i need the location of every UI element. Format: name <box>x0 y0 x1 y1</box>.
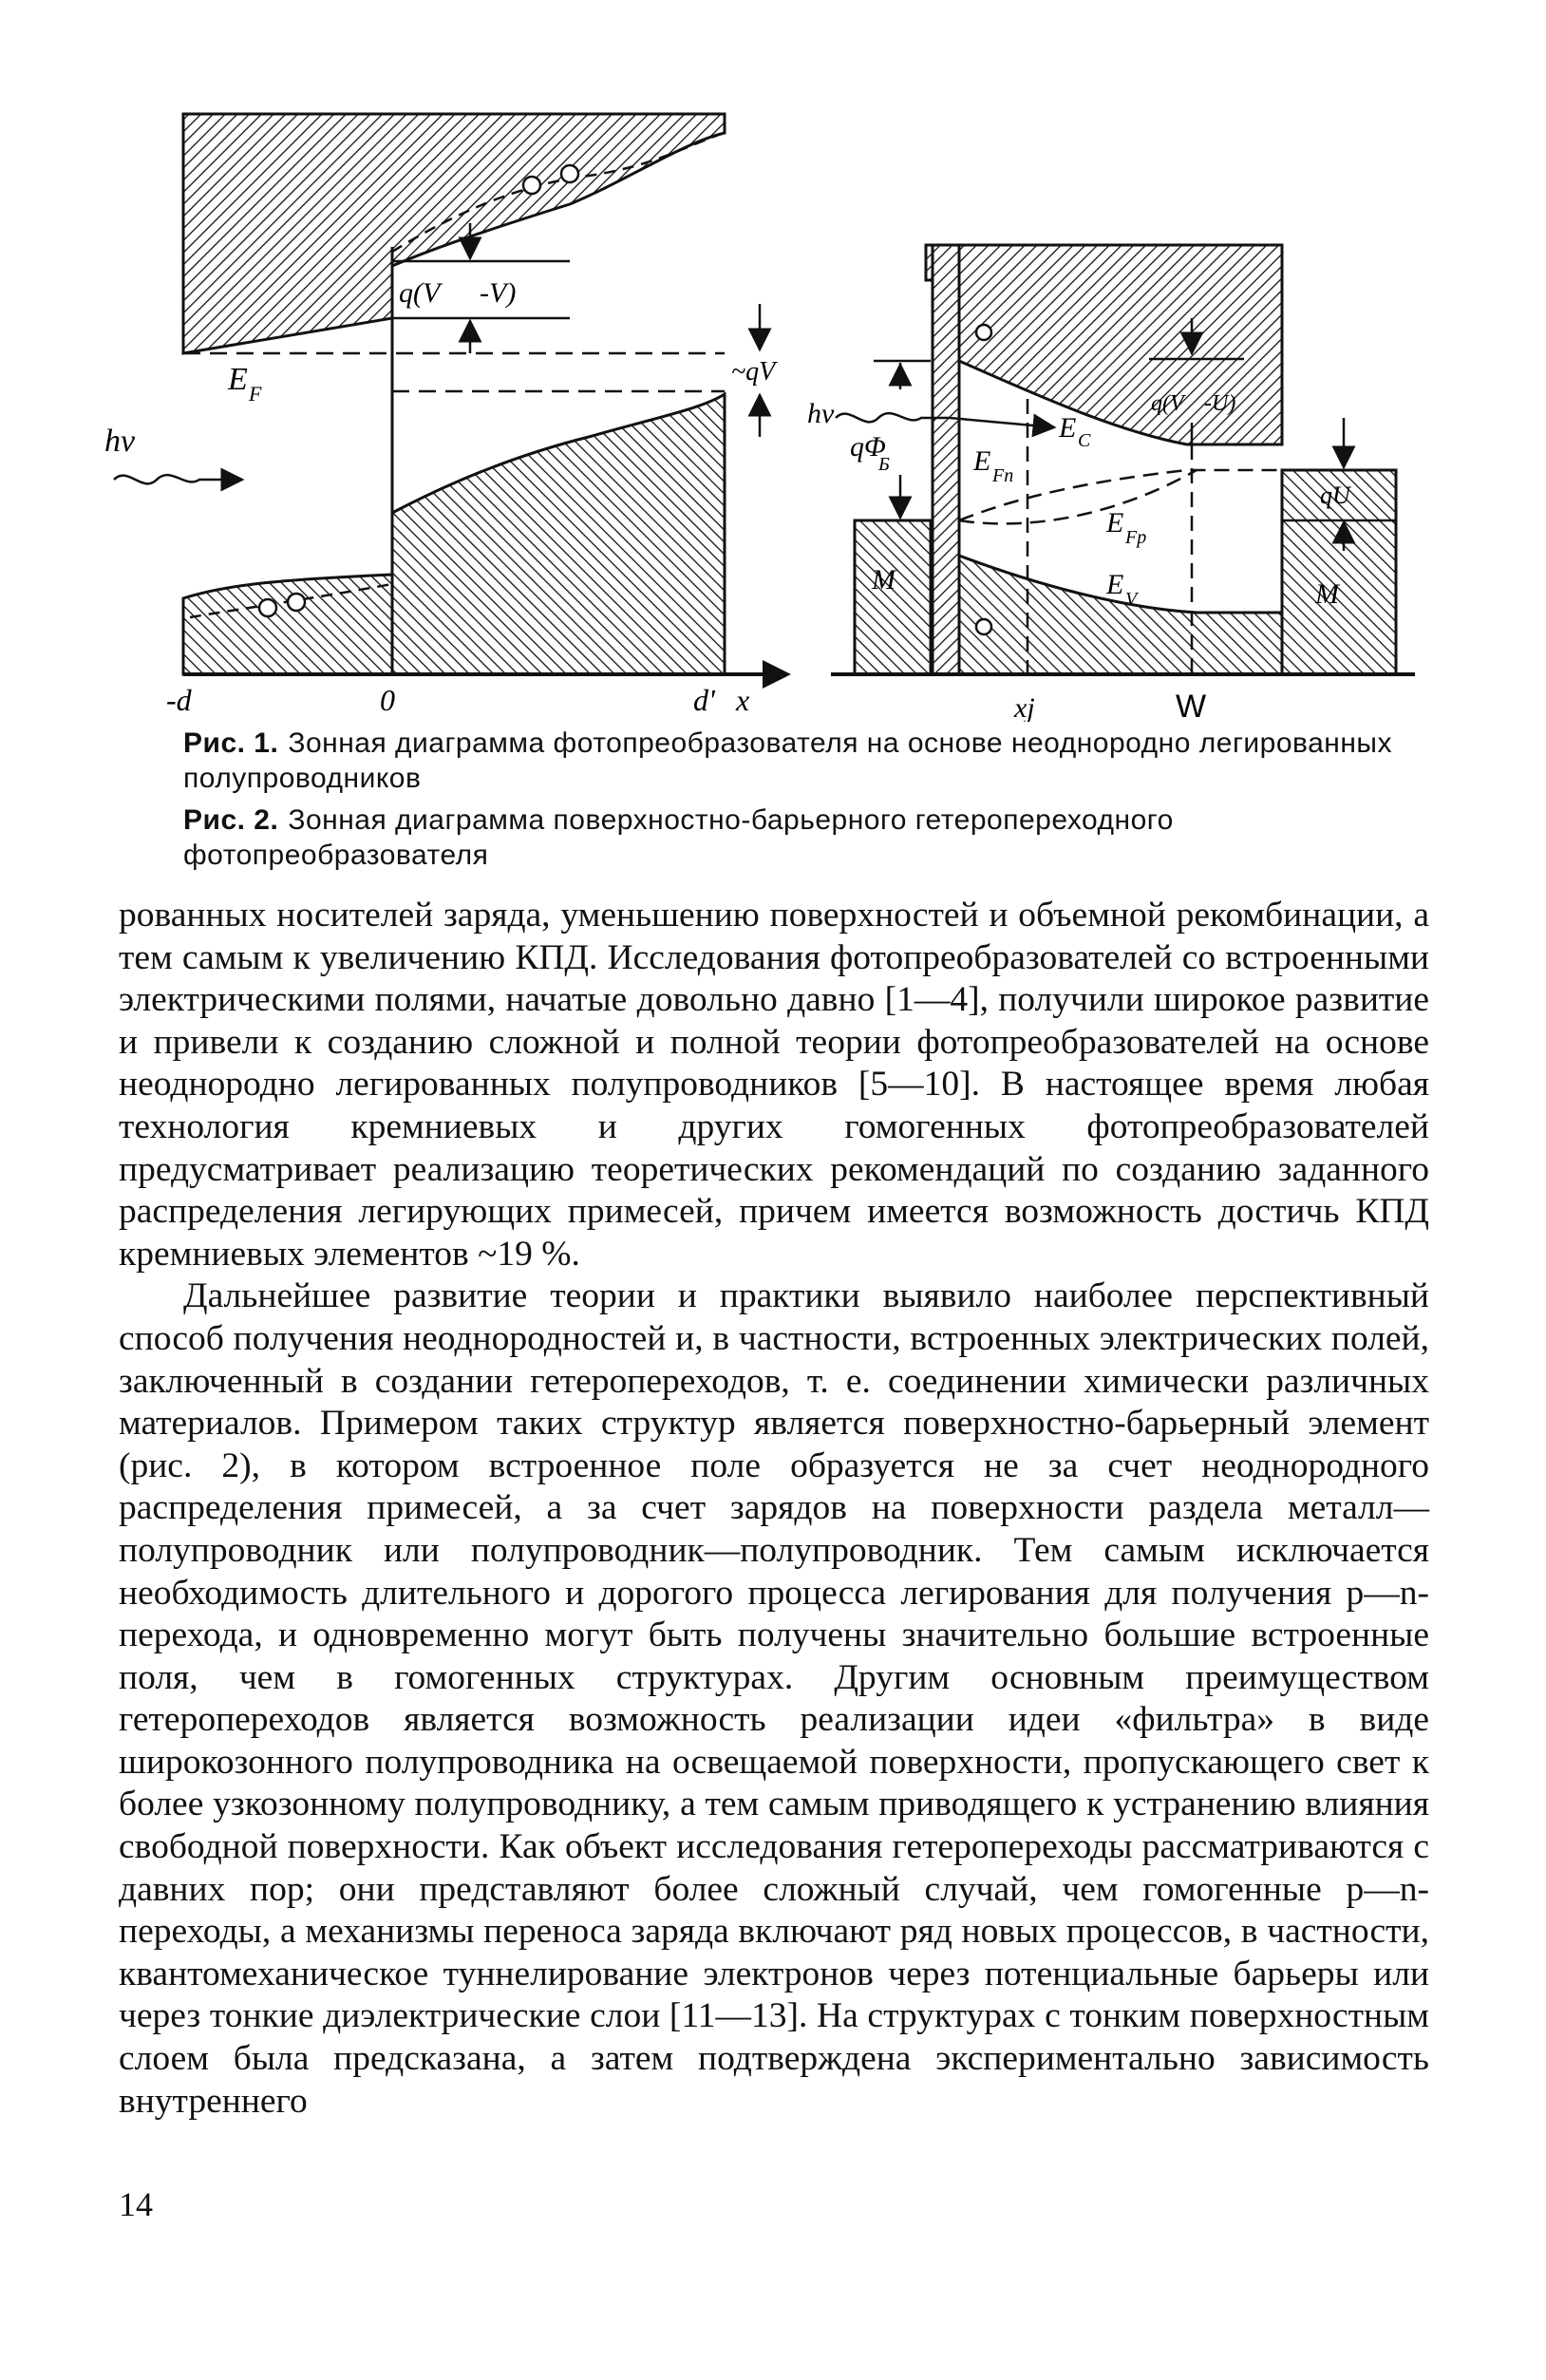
fig2-qvbu-label: q(V <box>1151 391 1184 416</box>
fig1-axis-zero: 0 <box>380 683 395 717</box>
fig1-ef-sub: F <box>249 382 262 406</box>
fig1-qvb-label: q(V <box>399 277 441 309</box>
body-text <box>119 895 1429 2123</box>
fig1-axis-d-prime: d' <box>693 683 715 717</box>
fig2-ev-label: E <box>1106 569 1124 600</box>
fig2-efp-label: E <box>1106 507 1124 538</box>
fig1-qv-label: ~qV <box>731 357 776 387</box>
figure-1-caption-number: Рис. 1. <box>183 727 279 759</box>
fig2-efn-sub: Fn <box>992 465 1014 486</box>
figure-2-caption-number: Рис. 2. <box>183 804 279 836</box>
fig2-m-left: M <box>872 564 896 595</box>
figures-area <box>0 0 1546 722</box>
fig1-ef-label: E <box>228 362 248 397</box>
fig2-xj-label: xj <box>1014 692 1035 722</box>
fig2-efp-sub: Fp <box>1125 527 1147 548</box>
fig1-qvb-tail: -V) <box>480 277 517 309</box>
fig2-hv-label: hν <box>807 398 835 429</box>
figure-2-caption <box>183 803 1418 873</box>
figure-2-caption-text: Зонная диаграмма поверхностно-барьерного гетеропереходного фотопреобразователя <box>183 804 1174 871</box>
figure-1-caption <box>183 726 1418 796</box>
fig2-m-right: M <box>1315 578 1339 610</box>
fig2-w-label: W <box>1176 689 1207 722</box>
figure-2-band-diagram <box>807 245 1415 722</box>
fig2-ec-label: E <box>1059 412 1077 444</box>
fig2-efn-label: E <box>973 445 991 477</box>
fig2-qvbu-tail: -U) <box>1204 391 1236 416</box>
fig1-axis-neg-d: -d <box>166 683 192 717</box>
fig2-ec-sub: C <box>1078 430 1091 451</box>
fig2-metal-left <box>855 520 931 674</box>
fig1-hv-label: hν <box>104 424 136 459</box>
figure-1-band-diagram <box>104 114 788 717</box>
fig2-qphi-label: qΦ <box>850 431 886 463</box>
page-number: 14 <box>119 2185 153 2223</box>
fig1-axis-x: x <box>736 683 750 717</box>
fig2-ev-sub: V <box>1125 589 1138 610</box>
fig1-valence-band <box>183 394 725 674</box>
figure-1-caption-text: Зонная диаграмма фотопреобразователя на основе неоднородно легированных полупроводников <box>183 727 1392 794</box>
fig2-qu-label: qU <box>1320 482 1350 509</box>
paragraph: рованных носителей заряда, уменьшению поверхностей и объемной рекомбинации, а тем самым к увеличению КПД. Исследования фотопреобразователей со встроенными электрическими полями, начатые довольно давно [1—4], получили широкое развитие и привели к созданию сложной и полной теории фотопреобразователей на основе неоднородно легированных полупроводников [5—10]. В настоящее время любая технология кремниевых и других гомогенных фотопреобразователей предусматривает реализацию теоретических рекомендаций по созданию заданного распределения легирующих примесей, причем имеется возможность достичь КПД кремниевых элементов ~19 %. <box>119 896 1429 1274</box>
paragraph: Дальнейшее развитие теории и практики выявило наиболее перспективный способ получения неоднородностей и, в частности, встроенных электрических полей, заключенный в создании гетеропереходов, т. е. соединении химически различных материалов. Примером таких структур является поверхностно-барьерный элемент (рис. 2), в котором встроенное поле образуется не за счет неоднородного распределения примесей, а за счет зарядов на поверхности раздела металл—полупроводник или полупроводник—полупроводник. Тем самым исключается необходимость длительного и дорогого процесса легирования для получения p—n-перехода, и одновременно могут быть получены значительно большие встроенные поля, чем в гомогенных структурах. Другим основным преимуществом гетеропереходов является возможность реализации идеи «фильтра» в виде широкозонного полупроводника на освещаемой поверхности, пропускающего свет к более узкозонному полупроводнику, а тем самым приводящего к устранению влияния свободной поверхности. Как объект исследования гетеропереходы рассматриваются с давних пор; они представляют более сложный случай, чем гомогенные p—n-переходы, а механизмы переноса заряда включают ряд новых процессов, в частности, квантомеханическое туннелирование электронов через потенциальные барьеры или через тонкие диэлектрические слои [11—13]. На структурах с тонким поверхностным слоем была предсказана, а затем подтверждена экспериментально зависимость внутреннего <box>119 1276 1429 2121</box>
fig2-qphi-sub: Б <box>878 454 890 475</box>
